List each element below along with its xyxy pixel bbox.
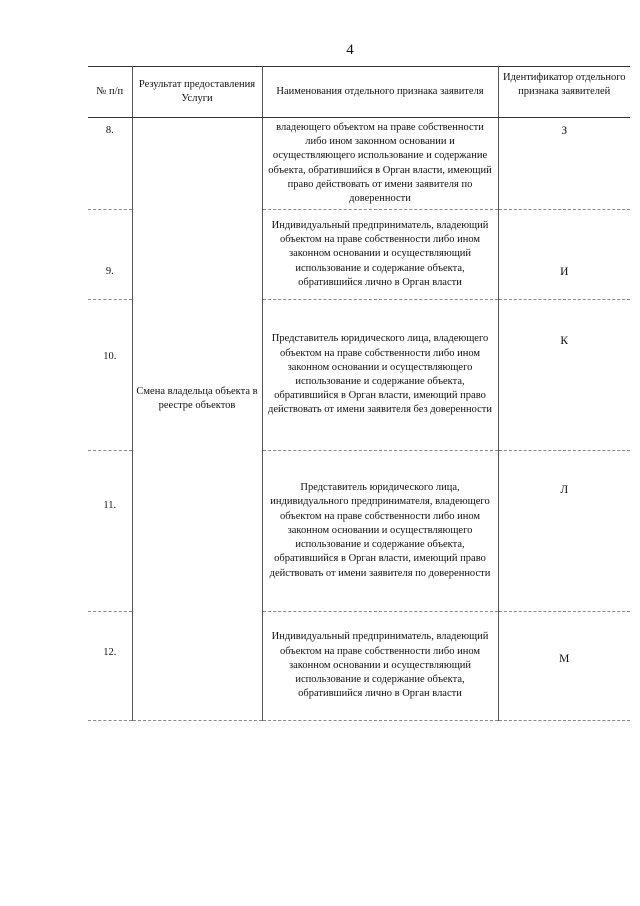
- header-number: № п/п: [88, 67, 132, 118]
- row-number: 8.: [88, 118, 132, 210]
- criterion-id: И: [498, 210, 630, 300]
- row-number: 11.: [88, 451, 132, 612]
- criterion-description: владеющего объектом на праве собственности либо ином законном основании и осуществляющего использование и содержание объекта, обратившийся в Орган власти, имеющий право действовать от имени заявителя по доверенности: [262, 118, 498, 210]
- header-criterion-id: Идентификатор отдельного признака заявителей: [498, 67, 630, 118]
- applicant-criteria-table: [88, 66, 630, 721]
- header-result: Результат предоставления Услуги: [132, 67, 262, 118]
- row-number: 9.: [88, 210, 132, 300]
- service-result-label: Смена владельца объекта в реестре объектов: [136, 385, 258, 411]
- table-header-row: [88, 67, 630, 118]
- row-number: 12.: [88, 612, 132, 721]
- page-number: 4: [346, 42, 354, 58]
- row-number: 10.: [88, 300, 132, 451]
- criterion-id: М: [498, 612, 630, 721]
- criterion-description: Индивидуальный предприниматель, владеющий объектом на праве собственности либо ином законном основании и осуществляющий использование и содержание объекта, обратившийся лично в Орган власти: [262, 210, 498, 300]
- header-criterion-name: Наименования отдельного признака заявителя: [262, 67, 498, 118]
- table-row: [88, 118, 630, 210]
- criterion-id: Л: [498, 451, 630, 612]
- criterion-description: Представитель юридического лица, владеющего объектом на праве собственности либо ином законном основании и осуществляющего использование и содержание объекта, обратившийся в Орган власти, имеющий право действовать от имени заявителя без доверенности: [262, 300, 498, 451]
- criterion-id: З: [498, 118, 630, 210]
- criterion-id: К: [498, 300, 630, 451]
- service-result-cell: [132, 118, 262, 721]
- criterion-description: Представитель юридического лица, индивидуального предпринимателя, владеющего объектом на праве собственности либо ином законном основании и осуществляющего использование и содержание объекта, обратившийся в Орган власти, имеющий право действовать от имени заявителя по доверенности: [262, 451, 498, 612]
- criterion-description: Индивидуальный предприниматель, владеющий объектом на праве собственности либо ином законном основании и осуществляющий использование и содержание объекта, обратившийся лично в Орган власти: [262, 612, 498, 721]
